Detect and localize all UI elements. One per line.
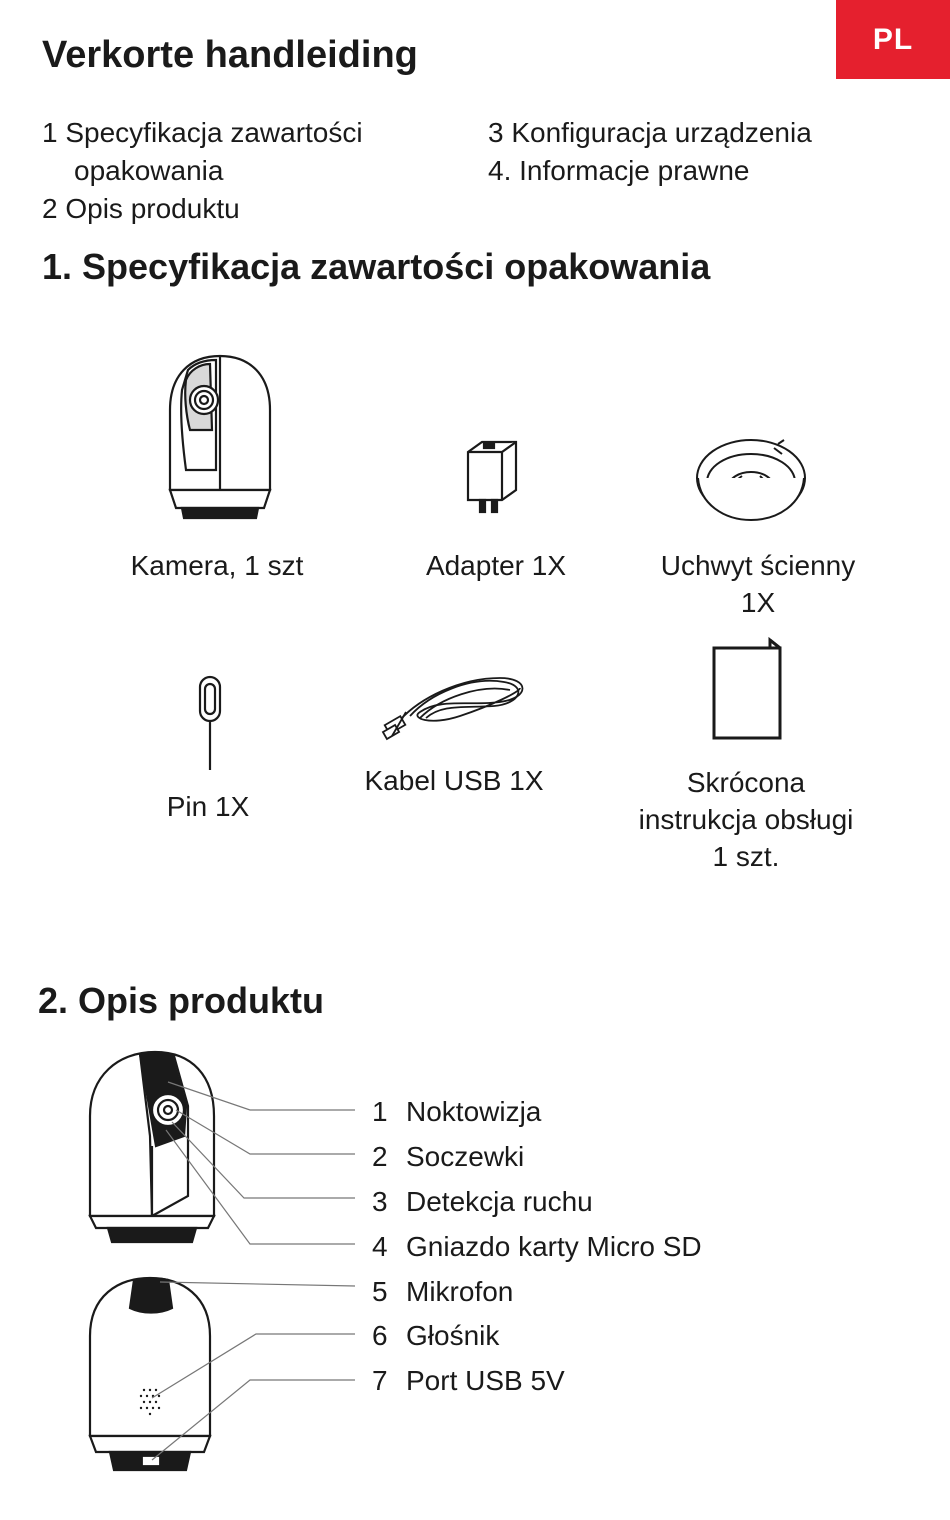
part-label: Głośnik — [406, 1320, 500, 1352]
part-label: Detekcja ruchu — [406, 1185, 593, 1217]
part-number: 1 — [372, 1096, 388, 1128]
table-of-contents-right — [488, 114, 928, 190]
package-item-quick-guide — [608, 764, 884, 875]
booklet-icon — [710, 636, 786, 742]
part-label: Soczewki — [406, 1141, 525, 1173]
package-item-label: Kamera, 1 szt — [130, 550, 304, 581]
package-item-wall-mount — [636, 547, 880, 621]
part-number: 7 — [372, 1365, 388, 1397]
toc-item-1[interactable] — [42, 114, 462, 152]
package-item-label: 1X — [740, 587, 776, 618]
product-diagram — [80, 1046, 370, 1476]
package-item-label: 1 szt. — [712, 841, 780, 872]
sim-pin-icon — [195, 674, 225, 774]
toc-item-number: 2 — [42, 193, 66, 224]
toc-item-1-continuation: opakowania — [74, 155, 224, 186]
product-parts-list — [372, 1090, 702, 1404]
part-item — [372, 1180, 702, 1225]
power-adapter-icon — [460, 438, 520, 516]
package-item-usb-cable — [344, 762, 564, 799]
package-item-label: instrukcja obsługi — [638, 804, 854, 835]
wall-mount-icon — [694, 432, 808, 524]
part-item — [372, 1314, 702, 1359]
part-number: 2 — [372, 1141, 388, 1173]
package-item-pin — [128, 788, 288, 825]
part-number: 5 — [372, 1275, 388, 1307]
package-item-label: Pin 1X — [166, 791, 250, 822]
toc-item-4[interactable] — [488, 152, 928, 190]
part-number: 3 — [372, 1185, 388, 1217]
toc-item-label: Opis produktu — [65, 193, 240, 224]
part-number: 4 — [372, 1230, 388, 1262]
usb-cable-icon — [380, 668, 532, 746]
part-item — [372, 1090, 702, 1135]
toc-item-number: 3 — [488, 117, 512, 148]
part-item — [372, 1224, 702, 1269]
package-item-label: Uchwyt ścienny — [660, 550, 856, 581]
part-item — [372, 1135, 702, 1180]
section-1-title: 1. Specyfikacja zawartości opakowania — [42, 246, 711, 287]
section-2-title: 2. Opis produktu — [38, 980, 325, 1021]
toc-item-2[interactable] — [42, 190, 462, 228]
toc-item-number: 1 — [42, 117, 66, 148]
part-label: Noktowizja — [406, 1096, 542, 1128]
toc-item-label: Konfiguracja urządzenia — [511, 117, 812, 148]
toc-item-label: Specyfikacja zawartości — [65, 117, 363, 148]
package-item-label: Skrócona — [686, 767, 806, 798]
part-item — [372, 1359, 702, 1404]
toc-item-3[interactable] — [488, 114, 928, 152]
part-item — [372, 1269, 702, 1314]
part-number: 6 — [372, 1320, 388, 1352]
package-item-label: Kabel USB 1X — [364, 765, 544, 796]
table-of-contents-left — [42, 114, 462, 228]
package-item-adapter — [398, 547, 594, 584]
language-badge: PL — [836, 0, 950, 79]
toc-item-number: 4. — [488, 155, 520, 186]
toc-item-label: Informacje prawne — [519, 155, 750, 186]
camera-icon — [160, 350, 280, 522]
part-label: Gniazdo karty Micro SD — [406, 1230, 702, 1262]
document-title: Verkorte handleiding — [42, 34, 418, 76]
part-label: Mikrofon — [406, 1275, 514, 1307]
part-label: Port USB 5V — [406, 1365, 565, 1397]
package-item-camera — [110, 547, 324, 584]
package-item-label: Adapter 1X — [425, 550, 567, 581]
